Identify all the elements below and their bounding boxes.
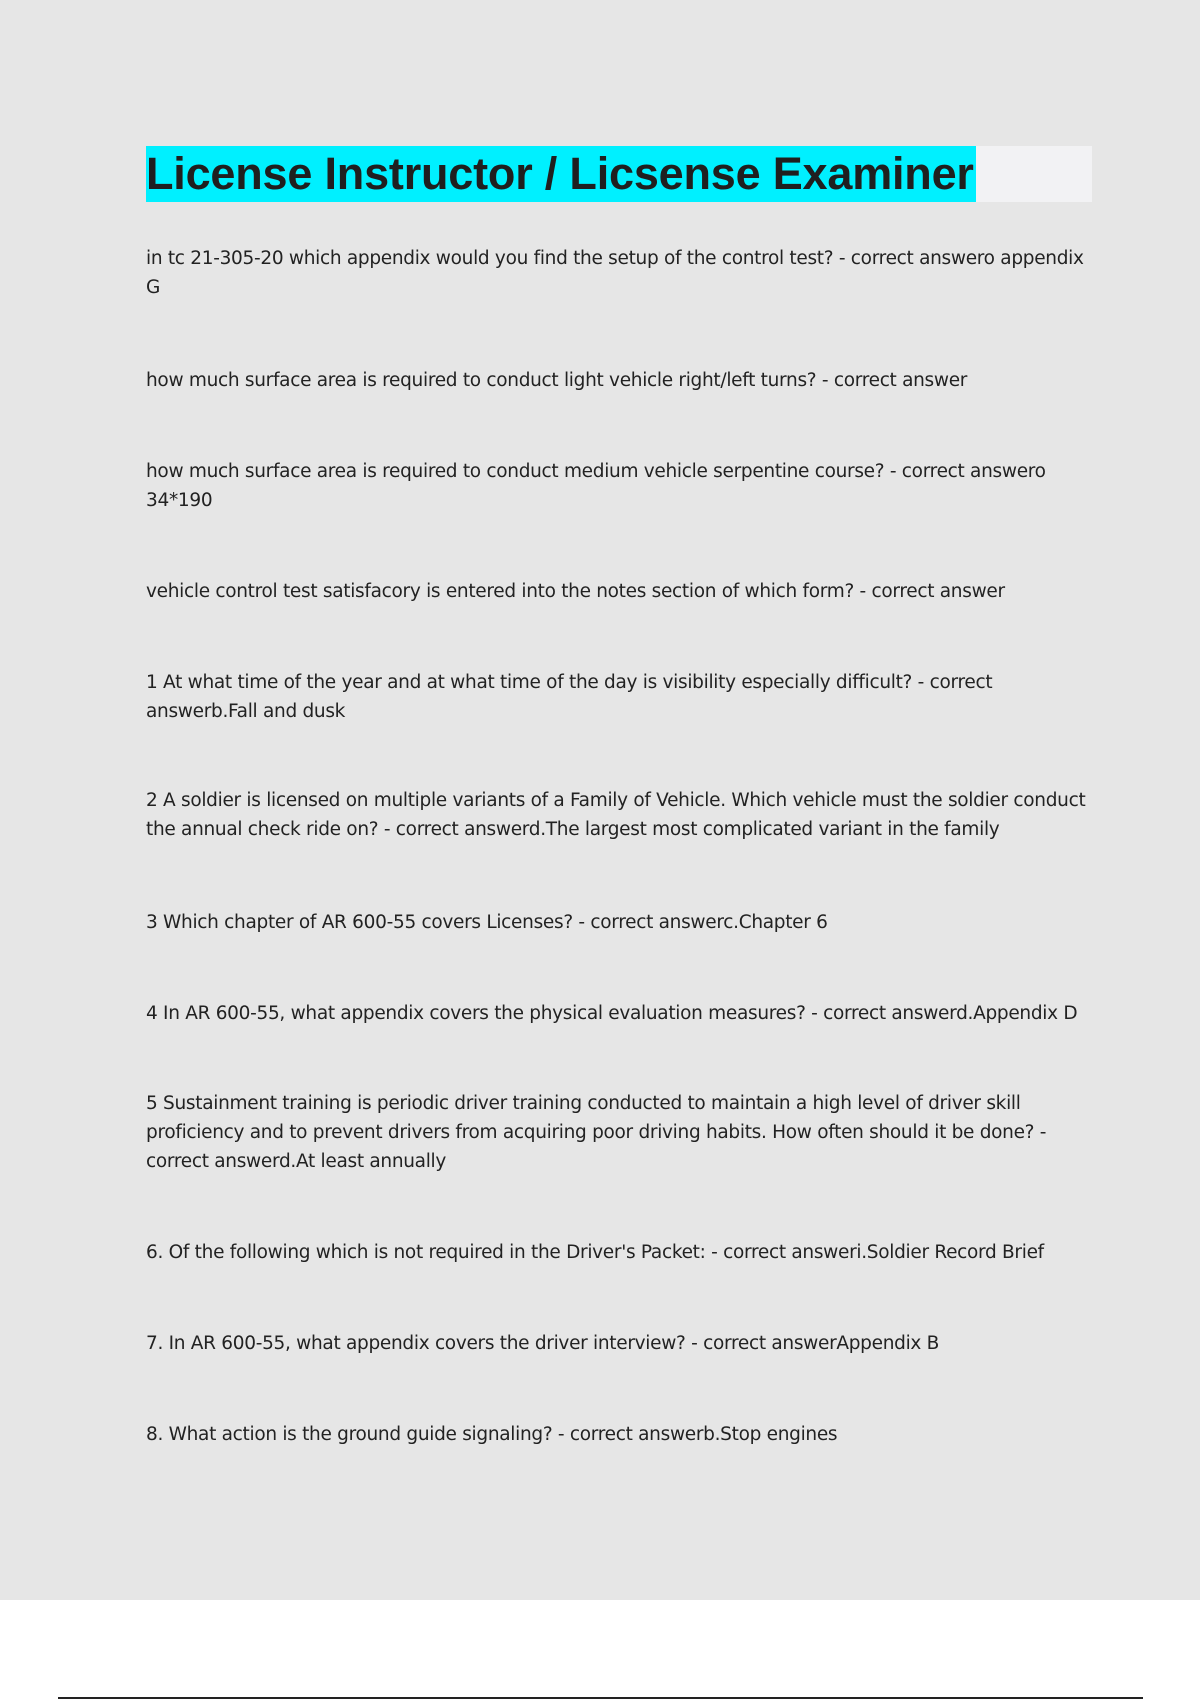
qa-item: vehicle control test satisfacory is entered into the notes section of which form? - correct answer — [146, 581, 1005, 602]
document-title: License Instructor / Licsense Examiner — [146, 146, 976, 202]
qa-item: 1 At what time of the year and at what time of the day is visibility especially difficult? - correct answerb.Fall and dusk — [146, 672, 993, 722]
qa-item: 7. In AR 600-55, what appendix covers the driver interview? - correct answerAppendix B — [146, 1333, 940, 1354]
title-bar — [146, 146, 1092, 202]
qa-item: 5 Sustainment training is periodic driver training conducted to maintain a high level of driver skill proficiency and to prevent drivers from acquiring poor driving habits. How often should it be done? - correct answerd.At least annually — [146, 1093, 1047, 1172]
footer-divider — [58, 1697, 1143, 1699]
qa-item: how much surface area is required to conduct light vehicle right/left turns? - correct answer — [146, 370, 968, 391]
qa-item: 6. Of the following which is not required in the Driver's Packet: - correct answeri.Soldier Record Brief — [146, 1242, 1044, 1263]
qa-item: in tc 21-305-20 which appendix would you find the setup of the control test? - correct answero appendix G — [146, 248, 1084, 298]
qa-item: 4 In AR 600-55, what appendix covers the physical evaluation measures? - correct answerd.Appendix D — [146, 1003, 1078, 1024]
qa-item: 8. What action is the ground guide signaling? - correct answerb.Stop engines — [146, 1424, 838, 1445]
qa-item: 2 A soldier is licensed on multiple variants of a Family of Vehicle. Which vehicle must the soldier conduct the annual check ride on? - correct answerd.The largest most complicated variant in the family — [146, 790, 1086, 840]
qa-item: how much surface area is required to conduct medium vehicle serpentine course? - correct answero 34*190 — [146, 461, 1046, 511]
qa-item: 3 Which chapter of AR 600-55 covers Licenses? - correct answerc.Chapter 6 — [146, 912, 828, 933]
